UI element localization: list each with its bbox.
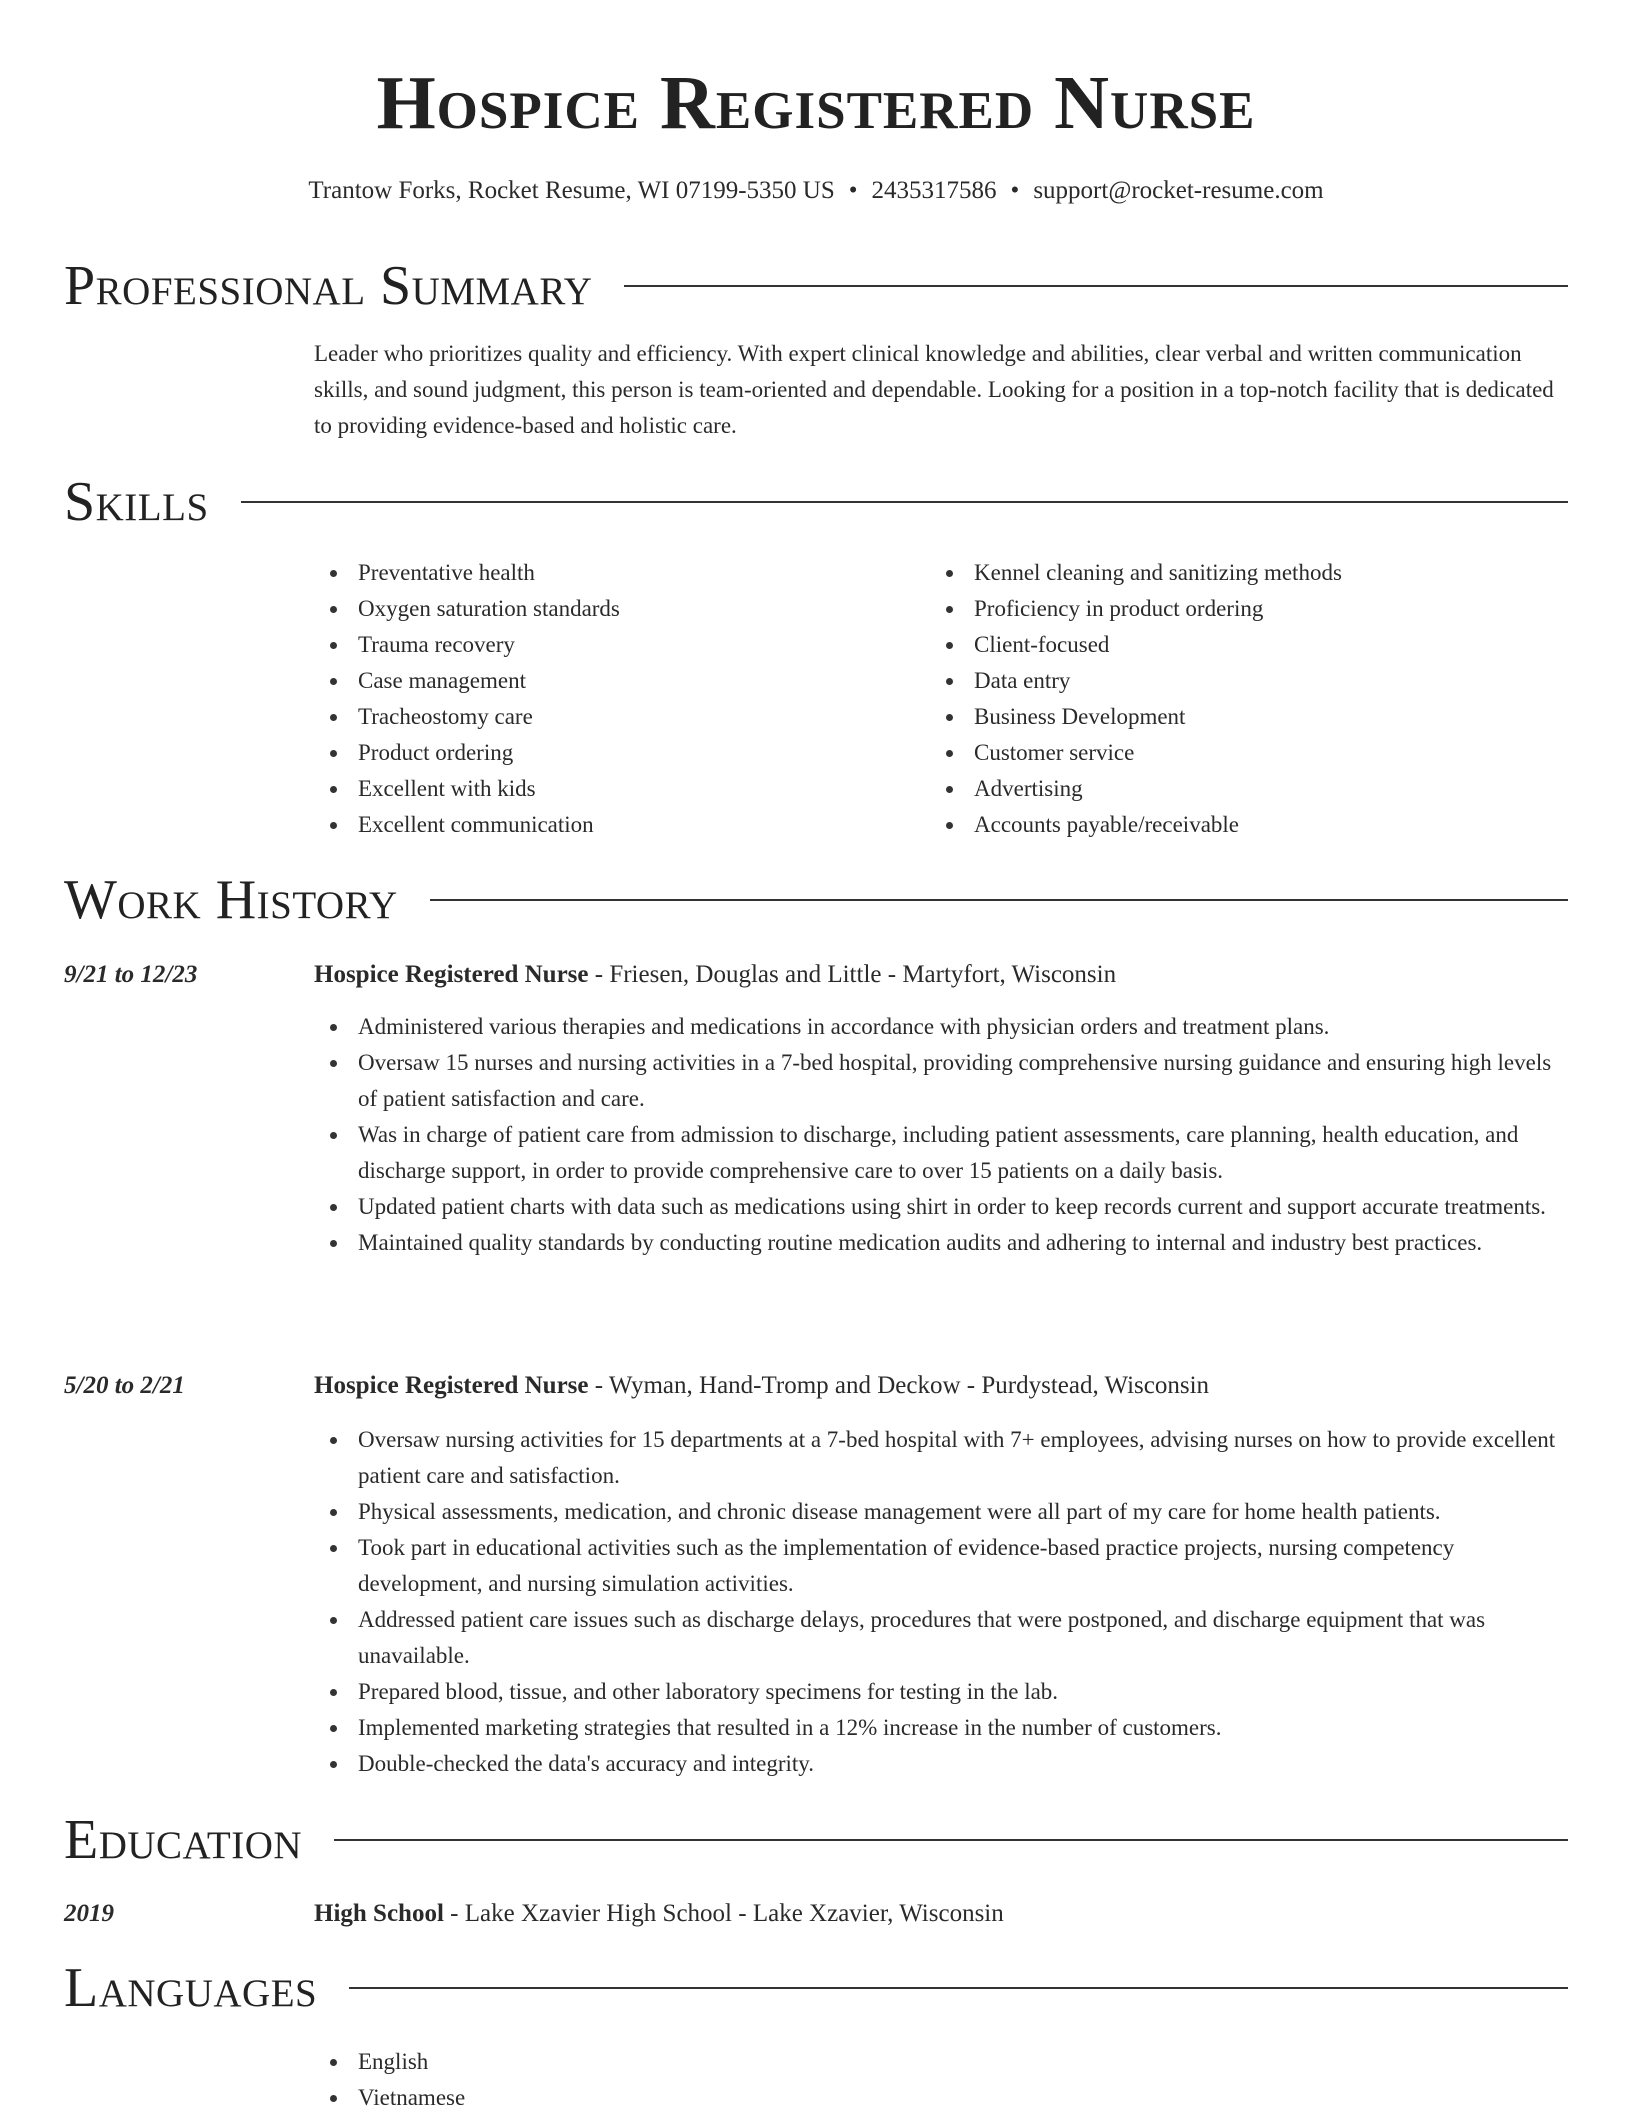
job-title: Hospice Registered Nurse [314, 1372, 589, 1399]
section-divider [241, 501, 1568, 503]
section-divider [334, 1839, 1568, 1841]
section-divider [430, 899, 1568, 901]
section-title-skills: Skills [64, 471, 209, 533]
education-degree: High School [314, 1900, 444, 1927]
candidate-name: Hospice Registered Nurse [376, 61, 1256, 145]
skill-item: Oxygen saturation standards [314, 591, 914, 627]
education-year: 2019 [64, 1900, 114, 1927]
contact-separator: • [848, 177, 858, 204]
skill-item: Client-focused [930, 627, 1530, 663]
language-item: Vietnamese [314, 2080, 914, 2112]
section-header-languages [64, 1956, 1568, 2020]
section-divider [624, 285, 1568, 287]
contact-email: support@rocket-resume.com [1033, 177, 1324, 204]
section-title-summary: Professional Summary [64, 255, 593, 317]
section-title-work: Work History [64, 869, 398, 931]
contact-address: Trantow Forks, Rocket Resume, WI 07199-5350 US [308, 177, 835, 204]
section-header-summary [64, 254, 1568, 318]
section-header-skills [64, 470, 1568, 534]
job-duty: Addressed patient care issues such as discharge delays, procedures that were postponed, and discharge equipment that was unavailable. [314, 1602, 1570, 1674]
section-divider [349, 1987, 1568, 1989]
section-header-work [64, 868, 1568, 932]
job-dates: 9/21 to 12/23 [64, 961, 198, 988]
languages-list [314, 2044, 914, 2112]
job-duty: Double-checked the data's accuracy and integrity. [314, 1746, 1570, 1782]
skill-item: Case management [314, 663, 914, 699]
section-title-education: Education [64, 1809, 303, 1871]
contact-line [0, 174, 1632, 208]
skill-item: Tracheostomy care [314, 699, 914, 735]
summary-text: Leader who prioritizes quality and efficiency. With expert clinical knowledge and abilities, clear verbal and written communication skills, and sound judgment, this person is team-oriented and dependable. Looking for a position in a top-notch facility that is dedicated to providing evidence-based and holistic care. [314, 341, 1554, 438]
skill-item: Product ordering [314, 735, 914, 771]
contact-phone: 2435317586 [871, 177, 997, 204]
language-item: English [314, 2044, 914, 2080]
job-duty: Implemented marketing strategies that resulted in a 12% increase in the number of customers. [314, 1710, 1570, 1746]
job-duties-list [314, 1422, 1570, 1782]
job-duty: Was in charge of patient care from admission to discharge, including patient assessments, care planning, health education, and discharge support, in order to provide comprehensive care to over 15 patients on a daily basis. [314, 1117, 1570, 1189]
skill-item: Advertising [930, 771, 1530, 807]
job-duties-list [314, 1009, 1570, 1261]
skill-item: Excellent communication [314, 807, 914, 843]
skill-item: Data entry [930, 663, 1530, 699]
education-school: - Lake Xzavier High School - Lake Xzavier, Wisconsin [443, 1900, 1004, 1927]
section-header-education [64, 1808, 1568, 1872]
job-heading [314, 957, 1564, 993]
skill-item: Preventative health [314, 555, 914, 591]
job-title: Hospice Registered Nurse [314, 961, 589, 988]
skill-item: Business Development [930, 699, 1530, 735]
section-title-languages: Languages [64, 1957, 318, 2019]
job-duty: Oversaw 15 nurses and nursing activities in a 7-bed hospital, providing comprehensive nursing guidance and ensuring high levels of patient satisfaction and care. [314, 1045, 1570, 1117]
job-duty: Updated patient charts with data such as medications using shirt in order to keep records current and support accurate treatments. [314, 1189, 1570, 1225]
skills-list-left [314, 555, 914, 843]
job-duty: Took part in educational activities such as the implementation of evidence-based practice projects, nursing competency development, and nursing simulation activities. [314, 1530, 1570, 1602]
skill-item: Trauma recovery [314, 627, 914, 663]
skill-item: Accounts payable/receivable [930, 807, 1530, 843]
education-heading [314, 1896, 1564, 1932]
skill-item: Excellent with kids [314, 771, 914, 807]
job-company: - Friesen, Douglas and Little - Martyfort, Wisconsin [588, 961, 1117, 988]
skill-item: Kennel cleaning and sanitizing methods [930, 555, 1530, 591]
job-duty: Oversaw nursing activities for 15 departments at a 7-bed hospital with 7+ employees, advising nurses on how to provide excellent patient care and satisfaction. [314, 1422, 1570, 1494]
job-duty: Maintained quality standards by conducting routine medication audits and adhering to internal and industry best practices. [314, 1225, 1570, 1261]
job-duty: Prepared blood, tissue, and other laboratory specimens for testing in the lab. [314, 1674, 1570, 1710]
skill-item: Proficiency in product ordering [930, 591, 1530, 627]
job-company: - Wyman, Hand-Tromp and Deckow - Purdystead, Wisconsin [588, 1372, 1210, 1399]
job-heading [314, 1368, 1564, 1404]
contact-separator: • [1010, 177, 1020, 204]
job-dates: 5/20 to 2/21 [64, 1372, 185, 1399]
job-duty: Administered various therapies and medications in accordance with physician orders and treatment plans. [314, 1009, 1570, 1045]
job-duty: Physical assessments, medication, and chronic disease management were all part of my care for home health patients. [314, 1494, 1570, 1530]
skills-list-right [930, 555, 1530, 843]
skill-item: Customer service [930, 735, 1530, 771]
